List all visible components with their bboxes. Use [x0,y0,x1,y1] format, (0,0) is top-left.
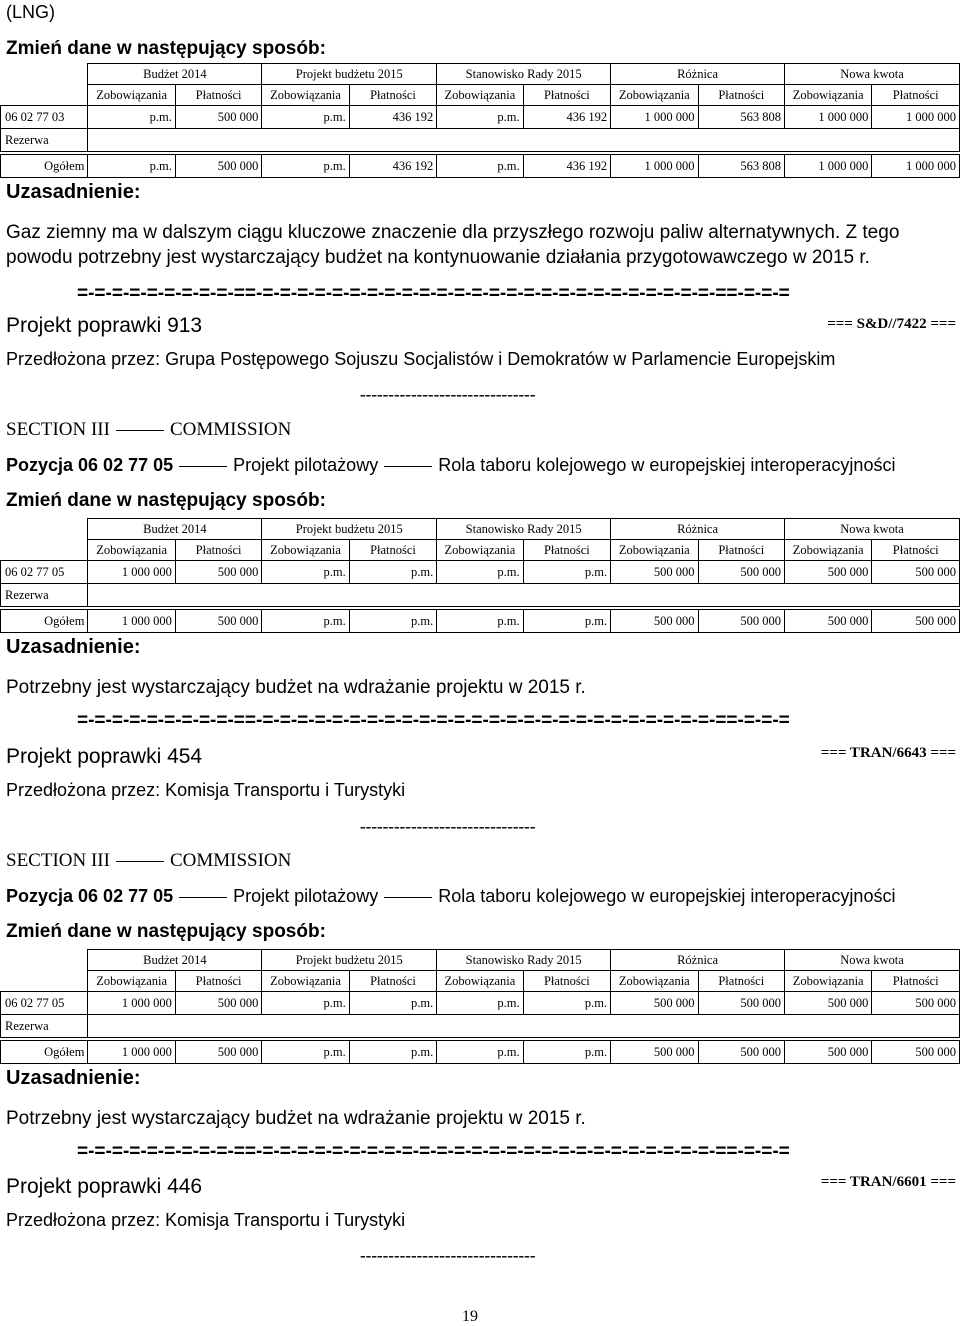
table-row [1,610,960,633]
sub-header: Zobowiązania [611,971,698,992]
row-label: 06 02 77 05 [1,992,88,1015]
justification-heading: Uzasadnienie: [6,181,141,203]
justification-heading: Uzasadnienie: [6,636,141,658]
cell: 500 000 [175,992,261,1015]
sub-header: Płatności [872,971,960,992]
group-header: Projekt budżetu 2015 [262,519,437,540]
cell: p.m. [262,610,349,633]
tabled-by: Przedłożona przez: Komisja Transportu i Turystyki [6,1210,406,1230]
dash-rule: ------------------------------- [360,817,536,836]
cell: 500 000 [872,1041,960,1064]
cell: p.m. [262,992,349,1015]
cell: 1 000 000 [872,106,960,129]
sub-header: Zobowiązania [88,540,175,561]
dash-rule: ------------------------------- [360,385,536,404]
amendment-title: Projekt poprawki 913 [6,314,203,337]
cell: 500 000 [698,992,784,1015]
section-name: SECTION III [6,419,110,440]
cell: p.m. [437,561,523,584]
row-label: Ogółem [1,155,88,178]
cell: p.m. [523,1041,610,1064]
cell: 436 192 [523,155,610,178]
sub-header: Zobowiązania [784,971,871,992]
cell: p.m. [437,992,523,1015]
group-header: Nowa kwota [784,950,959,971]
em-dash [179,897,227,898]
change-heading: Zmień dane w następujący sposób: [6,921,326,942]
item-type: Projekt pilotażowy [233,455,379,475]
sub-header: Zobowiązania [262,85,349,106]
cell: 1 000 000 [88,1041,175,1064]
sub-header: Płatności [349,971,436,992]
cell: 1 000 000 [88,561,175,584]
sub-header: Płatności [175,971,261,992]
sub-header: Płatności [175,540,261,561]
sub-header: Zobowiązania [88,85,175,106]
row-label: Ogółem [1,610,88,633]
sub-header: Płatności [523,85,610,106]
row-label: Ogółem [1,1041,88,1064]
cell: 1 000 000 [872,155,960,178]
sub-header: Płatności [175,85,261,106]
change-heading: Zmień dane w następujący sposób: [6,38,326,59]
item-line [6,886,895,907]
sub-header: Zobowiązania [262,971,349,992]
sub-header: Zobowiązania [262,540,349,561]
cell: 436 192 [523,106,610,129]
group-header: Stanowisko Rady 2015 [437,64,611,85]
cell: p.m. [523,561,610,584]
item-type: Projekt pilotażowy [233,886,379,906]
table-row [1,129,960,152]
cell: 500 000 [698,1041,784,1064]
sub-header: Płatności [698,540,784,561]
tabled-by: Przedłożona przez: Komisja Transportu i Turystyki [6,780,406,800]
row-label: 06 02 77 05 [1,561,88,584]
table-corner [1,85,88,106]
budget-table-3 [0,949,960,1064]
justification-text: Potrzebny jest wystarczający budżet na wdrażanie projektu w 2015 r. [6,677,586,698]
cell: 436 192 [349,106,436,129]
sub-header: Zobowiązania [88,971,175,992]
group-header: Różnica [611,950,785,971]
cell: 500 000 [784,610,871,633]
cell: 500 000 [872,610,960,633]
page-number: 19 [462,1308,478,1325]
cell: 500 000 [611,992,698,1015]
table-row [1,584,960,607]
sub-header: Płatności [349,540,436,561]
sub-header: Zobowiązania [437,971,523,992]
dash-rule: ------------------------------- [360,1246,536,1265]
table-row [1,155,960,178]
cell: p.m. [262,1041,349,1064]
row-label: 06 02 77 03 [1,106,88,129]
cell: 500 000 [611,610,698,633]
cell: 1 000 000 [784,155,871,178]
change-heading: Zmień dane w następujący sposób: [6,490,326,511]
section-institution: COMMISSION [169,850,292,871]
section-line [6,419,291,441]
group-header: Nowa kwota [784,519,959,540]
cell: 563 808 [698,155,784,178]
section-institution: COMMISSION [169,419,292,440]
table-corner [1,64,88,85]
sub-header: Płatności [698,85,784,106]
item-number: Pozycja 06 02 77 05 [6,886,174,906]
group-header: Nowa kwota [784,64,959,85]
group-header: Budżet 2014 [88,519,262,540]
cell: 500 000 [175,155,261,178]
cell: 500 000 [784,1041,871,1064]
sub-header: Zobowiązania [611,540,698,561]
amendment-title: Projekt poprawki 446 [6,1175,203,1198]
cell: 500 000 [175,561,261,584]
sub-header: Płatności [523,540,610,561]
cell: p.m. [349,610,436,633]
cell: p.m. [349,1041,436,1064]
em-dash [179,466,227,467]
separator: =-=-=-=-=-=-=-=-=-==-=-=-=-=-=-=-=-=-=-=-=-=-=-=-=-=-=-=-=-=-=-=-=-=-=-=-==-=-=-= [77,710,790,731]
cell: 436 192 [349,155,436,178]
group-header: Stanowisko Rady 2015 [437,950,611,971]
sub-header: Zobowiązania [437,85,523,106]
cell: 500 000 [784,561,871,584]
budget-table-2 [0,518,960,633]
cell: 500 000 [698,561,784,584]
sub-header: Płatności [698,971,784,992]
cell: 500 000 [611,561,698,584]
cell: p.m. [437,106,523,129]
sub-header: Zobowiązania [611,85,698,106]
sub-header: Płatności [523,971,610,992]
em-dash [384,897,432,898]
separator: =-=-=-=-=-=-=-=-=-==-=-=-=-=-=-=-=-=-=-=-=-=-=-=-=-=-=-=-=-=-=-=-=-=-=-=-==-=-=-= [77,283,790,304]
item-number: Pozycja 06 02 77 05 [6,455,174,475]
justification-text: Potrzebny jest wystarczający budżet na wdrażanie projektu w 2015 r. [6,1108,586,1129]
amendment-title: Projekt poprawki 454 [6,745,203,768]
cell: 563 808 [698,106,784,129]
cell: 500 000 [784,992,871,1015]
amendment-ref: === S&D//7422 === [827,316,956,332]
row-label: Rezerwa [1,129,88,152]
cell [88,1015,960,1038]
cell: 1 000 000 [611,106,698,129]
justification-heading: Uzasadnienie: [6,1067,141,1089]
group-header: Stanowisko Rady 2015 [437,519,611,540]
group-header: Projekt budżetu 2015 [262,950,437,971]
table-row [1,1041,960,1064]
table-row [1,561,960,584]
item-title: Rola taboru kolejowego w europejskiej interoperacyjności [438,886,896,906]
cell [88,129,960,152]
separator: =-=-=-=-=-=-=-=-=-==-=-=-=-=-=-=-=-=-=-=-=-=-=-=-=-=-=-=-=-=-=-=-=-=-=-=-==-=-=-= [77,1141,790,1162]
cell: 1 000 000 [784,106,871,129]
cell: 500 000 [175,610,261,633]
amendment-ref: === TRAN/6643 === [820,745,956,761]
justification-text: Gaz ziemny ma w dalszym ciągu kluczowe znaczenie dla przyszłego rozwoju paliw alternatywnych. Z tego powodu potrzebny jest wystarczający budżet na kontynuowanie działania przygotowawczego w 2015 r. [6,222,900,268]
em-dash [116,861,164,862]
row-label: Rezerwa [1,1015,88,1038]
em-dash [384,466,432,467]
cell: p.m. [523,992,610,1015]
cell: 1 000 000 [611,155,698,178]
cell: p.m. [437,610,523,633]
amendment-ref: === TRAN/6601 === [820,1174,956,1190]
table-row [1,992,960,1015]
em-dash [116,430,164,431]
cell: p.m. [262,155,349,178]
item-title: Rola taboru kolejowego w europejskiej interoperacyjności [438,455,896,475]
group-header: Różnica [611,64,785,85]
cell: p.m. [523,610,610,633]
group-header: Różnica [611,519,785,540]
sub-header: Zobowiązania [784,540,871,561]
item-line [6,455,895,476]
table-row [1,1015,960,1038]
group-header: Projekt budżetu 2015 [262,64,437,85]
sub-header: Zobowiązania [784,85,871,106]
cell: 500 000 [175,1041,261,1064]
sub-header: Płatności [872,540,960,561]
language-tag: (LNG) [6,2,55,22]
section-line [6,850,291,872]
cell: p.m. [349,992,436,1015]
sub-header: Zobowiązania [437,540,523,561]
budget-table-1 [0,63,960,178]
cell: p.m. [437,1041,523,1064]
group-header: Budżet 2014 [88,950,262,971]
cell: 500 000 [175,106,261,129]
cell: 1 000 000 [88,992,175,1015]
sub-header: Płatności [349,85,436,106]
group-header: Budżet 2014 [88,64,262,85]
sub-header: Płatności [872,85,960,106]
cell: 1 000 000 [88,610,175,633]
cell: p.m. [262,561,349,584]
cell: 500 000 [611,1041,698,1064]
cell: p.m. [437,155,523,178]
row-label: Rezerwa [1,584,88,607]
table-row [1,106,960,129]
cell: p.m. [349,561,436,584]
cell: 500 000 [872,992,960,1015]
cell [88,584,960,607]
cell: p.m. [88,106,175,129]
cell: 500 000 [698,610,784,633]
cell: p.m. [88,155,175,178]
section-name: SECTION III [6,850,110,871]
cell: p.m. [262,106,349,129]
cell: 500 000 [872,561,960,584]
tabled-by: Przedłożona przez: Grupa Postępowego Sojuszu Socjalistów i Demokratów w Parlamencie Europejskim [6,349,836,369]
